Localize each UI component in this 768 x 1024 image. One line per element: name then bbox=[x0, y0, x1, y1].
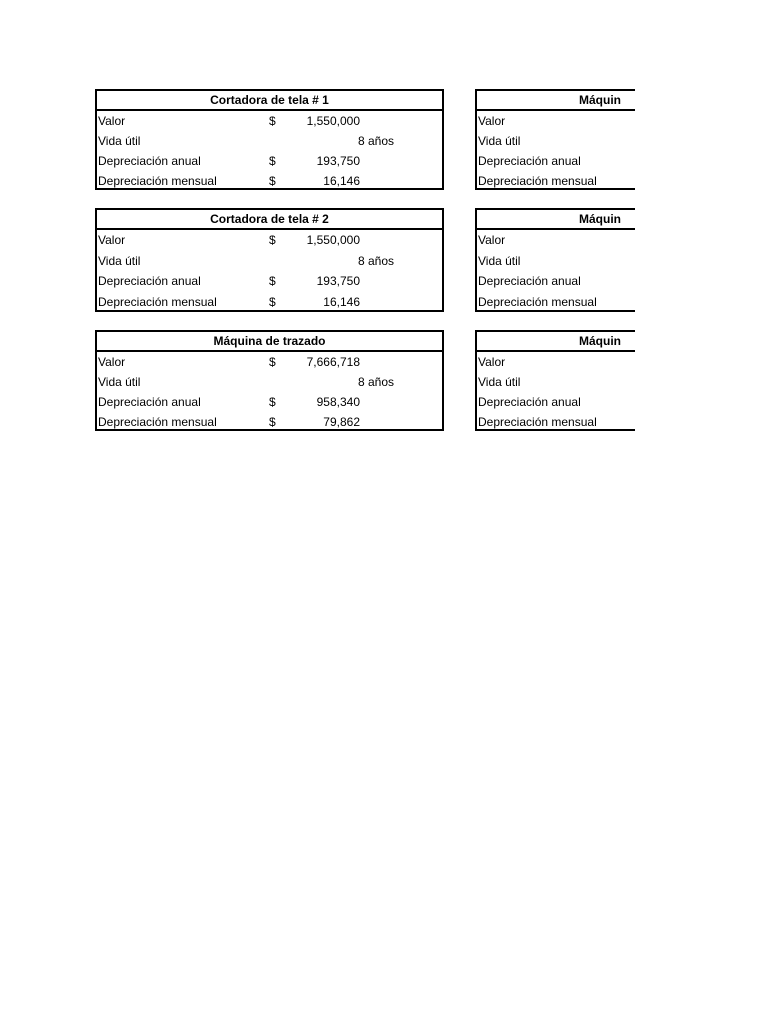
table-row-depreciacion-mensual bbox=[97, 292, 442, 313]
table-row-depreciacion-anual bbox=[477, 271, 635, 292]
row-label: Depreciación mensual bbox=[478, 415, 597, 429]
row-label: Valor bbox=[98, 355, 126, 369]
row-value: 79,862 bbox=[323, 415, 360, 429]
row-label: Depreciación anual bbox=[478, 395, 581, 409]
row-label: Depreciación mensual bbox=[478, 294, 597, 309]
table-title: Máquin bbox=[477, 332, 635, 352]
row-label: Valor bbox=[478, 233, 506, 247]
table-title: Máquin bbox=[477, 91, 635, 111]
table-row-depreciacion-anual bbox=[477, 392, 635, 412]
row-value: 8 años bbox=[357, 253, 394, 268]
currency-symbol: $ bbox=[269, 294, 276, 309]
table-row-valor bbox=[477, 111, 635, 131]
table-row-valor bbox=[97, 352, 442, 372]
table-title: Cortadora de tela # 2 bbox=[97, 210, 442, 230]
table-row-vida-util bbox=[97, 372, 442, 392]
table-row-depreciacion-mensual bbox=[97, 412, 442, 432]
table-row-depreciacion-mensual bbox=[477, 171, 635, 190]
row-value: 1,550,000 bbox=[306, 233, 360, 247]
row-value: 16,146 bbox=[323, 294, 360, 309]
row-value: 8 años bbox=[357, 134, 394, 148]
row-label: Valor bbox=[98, 233, 126, 247]
row-label: Depreciación anual bbox=[98, 274, 201, 288]
table-row-depreciacion-anual bbox=[97, 392, 442, 412]
row-label: Depreciación mensual bbox=[478, 174, 597, 188]
currency-symbol: $ bbox=[269, 355, 276, 369]
depreciation-table-cortadora-1 bbox=[95, 89, 444, 190]
row-label: Depreciación anual bbox=[98, 154, 201, 168]
row-value: 16,146 bbox=[323, 174, 360, 188]
row-label: Valor bbox=[478, 355, 506, 369]
row-value: 1,550,000 bbox=[306, 114, 360, 128]
row-label: Vida útil bbox=[478, 134, 521, 148]
row-label: Valor bbox=[478, 114, 506, 128]
table-row-depreciacion-mensual bbox=[477, 292, 635, 313]
table-row-depreciacion-mensual bbox=[97, 171, 442, 191]
table-row-valor bbox=[97, 230, 442, 251]
table-title: Máquina de trazado bbox=[97, 332, 442, 352]
table-row-vida-util bbox=[97, 251, 442, 272]
table-row-depreciacion-anual bbox=[97, 271, 442, 292]
row-value: 193,750 bbox=[316, 154, 360, 168]
table-row-valor bbox=[477, 230, 635, 251]
table-row-depreciacion-anual bbox=[477, 151, 635, 171]
row-label: Vida útil bbox=[98, 134, 141, 148]
currency-symbol: $ bbox=[269, 274, 276, 288]
row-label: Depreciación mensual bbox=[98, 174, 217, 188]
row-label: Vida útil bbox=[98, 375, 141, 389]
table-row-vida-util bbox=[477, 251, 635, 272]
row-label: Depreciación anual bbox=[98, 395, 201, 409]
currency-symbol: $ bbox=[269, 395, 276, 409]
currency-symbol: $ bbox=[269, 233, 276, 247]
table-row-valor bbox=[477, 352, 635, 372]
row-label: Valor bbox=[98, 114, 126, 128]
table-row-valor bbox=[97, 111, 442, 131]
row-label: Depreciación mensual bbox=[98, 415, 217, 429]
depreciation-table-maquina-trazado bbox=[95, 330, 444, 431]
row-label: Vida útil bbox=[478, 253, 521, 268]
table-row-vida-util bbox=[97, 131, 442, 151]
table-row-vida-util bbox=[477, 131, 635, 151]
currency-symbol: $ bbox=[269, 154, 276, 168]
row-value: 193,750 bbox=[316, 274, 360, 288]
depreciation-table-cortadora-2 bbox=[95, 208, 444, 312]
table-row-depreciacion-mensual bbox=[477, 412, 635, 431]
currency-symbol: $ bbox=[269, 114, 276, 128]
table-title: Cortadora de tela # 1 bbox=[97, 91, 442, 111]
table-row-vida-util bbox=[477, 372, 635, 392]
row-label: Depreciación anual bbox=[478, 274, 581, 288]
row-label: Vida útil bbox=[478, 375, 521, 389]
depreciation-table-maquina-right-3 bbox=[475, 330, 635, 431]
depreciation-table-maquina-right-2 bbox=[475, 208, 635, 312]
row-label: Depreciación mensual bbox=[98, 294, 217, 309]
row-value: 7,666,718 bbox=[306, 355, 360, 369]
row-value: 958,340 bbox=[316, 395, 360, 409]
row-value: 8 años bbox=[357, 375, 394, 389]
currency-symbol: $ bbox=[269, 174, 276, 188]
table-row-depreciacion-anual bbox=[97, 151, 442, 171]
row-label: Depreciación anual bbox=[478, 154, 581, 168]
depreciation-table-maquina-right-1 bbox=[475, 89, 635, 190]
currency-symbol: $ bbox=[269, 415, 276, 429]
table-title: Máquin bbox=[477, 210, 635, 230]
row-label: Vida útil bbox=[98, 253, 141, 268]
